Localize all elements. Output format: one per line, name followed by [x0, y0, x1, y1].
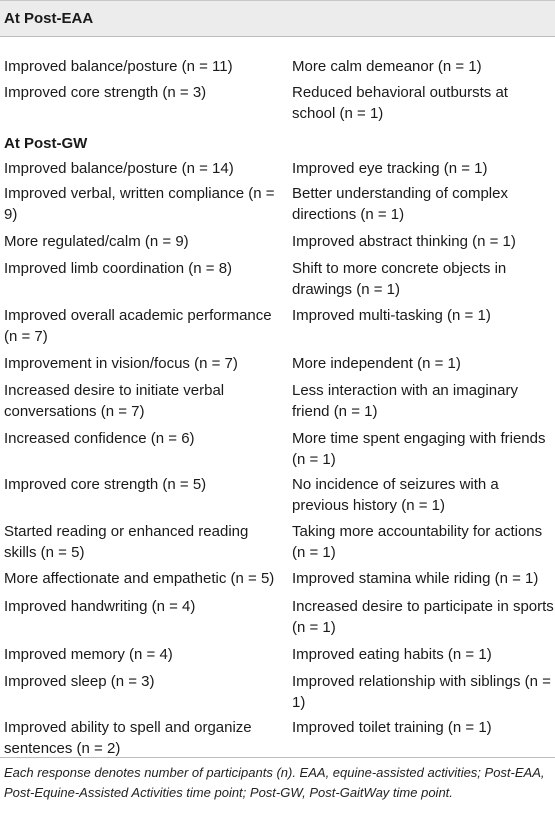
- cell-left: Improved ability to spell and organize sentences (n = 2): [4, 719, 252, 757]
- cell-right: Improved abstract thinking (n = 1): [292, 233, 516, 250]
- cell-left: Improved handwriting (n = 4): [4, 598, 196, 615]
- cell-right: Improved eating habits (n = 1): [292, 646, 492, 663]
- cell-right: Improved stamina while riding (n = 1): [292, 570, 539, 587]
- cell-right: Shift to more concrete objects in drawings (n = 1): [292, 260, 507, 298]
- table-footnote: Each response denotes number of participants (n). EAA, equine-assisted activities; Post-EAA, Post-Equine-Assisted Activities time point; Post-GW, Post-GaitWay time point.: [4, 765, 545, 800]
- cell-right: Improved toilet training (n = 1): [292, 719, 492, 736]
- table-header: [0, 0, 555, 37]
- cell-left: Improved overall academic performance (n = 7): [4, 307, 272, 345]
- cell-left: Improvement in vision/focus (n = 7): [4, 355, 238, 372]
- cell-left: More affectionate and empathetic (n = 5): [4, 570, 275, 587]
- cell-left: Improved sleep (n = 3): [4, 673, 155, 690]
- cell-left: Improved limb coordination (n = 8): [4, 260, 233, 277]
- cell-right: Increased desire to participate in sports (n = 1): [292, 598, 554, 636]
- cell-left: Increased confidence (n = 6): [4, 430, 195, 447]
- cell-right: More independent (n = 1): [292, 355, 461, 372]
- cell-left: Improved memory (n = 4): [4, 646, 173, 663]
- section-title-post-eaa: At Post-EAA: [4, 10, 94, 27]
- cell-left: Improved balance/posture (n = 14): [4, 160, 234, 177]
- cell-right: Improved relationship with siblings (n = 1): [292, 673, 551, 711]
- cell-right: More calm demeanor (n = 1): [292, 58, 482, 75]
- cell-right: Reduced behavioral outbursts at school (n = 1): [292, 84, 508, 122]
- cell-left: More regulated/calm (n = 9): [4, 233, 189, 250]
- cell-left: Improved core strength (n = 5): [4, 476, 207, 493]
- cell-right: More time spent engaging with friends (n = 1): [292, 430, 546, 468]
- cell-right: No incidence of seizures with a previous history (n = 1): [292, 476, 499, 514]
- cell-right: Less interaction with an imaginary friend (n = 1): [292, 382, 518, 420]
- section-title-post-gw: At Post-GW: [4, 135, 88, 152]
- cell-left: Improved core strength (n = 3): [4, 84, 207, 101]
- cell-right: Improved multi-tasking (n = 1): [292, 307, 491, 324]
- cell-right: Better understanding of complex directions (n = 1): [292, 185, 508, 223]
- cell-left: Improved balance/posture (n = 11): [4, 58, 233, 75]
- cell-right: Taking more accountability for actions (n = 1): [292, 523, 543, 561]
- cell-left: Started reading or enhanced reading skills (n = 5): [4, 523, 249, 561]
- table-bottom-rule: [0, 757, 555, 758]
- cell-left: Improved verbal, written compliance (n = 9): [4, 185, 275, 223]
- cell-left: Increased desire to initiate verbal conversations (n = 7): [4, 382, 225, 420]
- cell-right: Improved eye tracking (n = 1): [292, 160, 488, 177]
